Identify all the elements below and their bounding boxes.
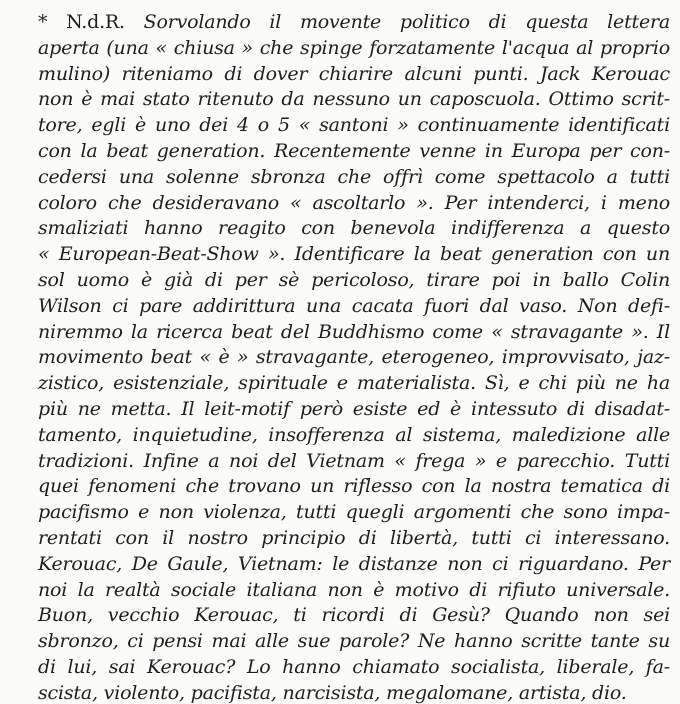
note-line-20: pacifismo e non violenza, tutti quegli argomenti che sono impa- [38, 501, 670, 524]
note-line-6: con la beat generation. Recentemente venne in Europa per con- [38, 139, 670, 162]
note-line-4: non è mai stato ritenuto da nessuno un caposcuola. Ottimo scrit- [38, 88, 670, 111]
note-line-27: scista, violento, pacifista, narcisista, megalomane, artista, dio. [38, 681, 627, 704]
note-line-15: zistico, esistenziale, spirituale e materialista. Sì, e chi più ne ha [38, 372, 670, 395]
note-line-19: quei fenomeni che trovano un riflesso con la nostra tematica di [38, 475, 670, 498]
editor-note [38, 10, 670, 704]
note-line-9: smaliziati hanno reagito con benevola indifferenza a questo [38, 217, 670, 240]
note-line-25: sbronzo, ci pensi mai alle sue parole? Ne hanno scritte tante su [38, 630, 670, 653]
note-line-2: aperta (una « chiusa » che spinge forzatamente l'acqua al proprio [38, 36, 670, 59]
note-line-3: mulino) riteniamo di dover chiarire alcuni punti. Jack Kerouac [38, 62, 670, 85]
note-line-5: tore, egli è uno dei 4 o 5 « santoni » continuamente identificati [38, 114, 670, 137]
note-line-18: tradizioni. Infine a noi del Vietnam « frega » e parecchio. Tutti [38, 449, 670, 472]
note-line-21: rentati con il nostro principio di libertà, tutti ci interessano. [38, 526, 670, 549]
note-line-1 [38, 10, 670, 36]
note-line-13: niremmo la ricerca beat del Buddhismo come « stravagante ». Il [38, 320, 670, 343]
note-line-24: Buon, vecchio Kerouac, ti ricordi di Gesù? Quando non sei [38, 604, 670, 627]
editor-note-marker: * N.d.R. [38, 11, 125, 33]
note-line-8: coloro che desideravano « ascoltarlo ». Per intenderci, i meno [38, 191, 670, 214]
note-line-17: tamento, inquietudine, insofferenza al sistema, maledizione alle [38, 423, 670, 446]
note-line-12: Wilson ci pare addirittura una cacata fuori dal vaso. Non defi- [38, 294, 670, 317]
note-line-10: « European-Beat-Show ». Identificare la beat generation con un [38, 243, 670, 266]
note-line-16: più ne metta. Il leit-motif però esiste ed è intessuto di disadat- [38, 397, 670, 420]
note-line-11: sol uomo è già di per sè pericoloso, tirare poi in ballo Colin [38, 268, 670, 291]
note-line-7: cedersi una solenne sbronza che offrì come spettacolo a tutti [38, 165, 670, 188]
note-line-23: noi la realtà sociale italiana non è motivo di rifiuto universale. [38, 578, 670, 601]
note-line-26: di lui, sai Kerouac? Lo hanno chiamato socialista, liberale, fa- [38, 655, 670, 678]
note-line-22: Kerouac, De Gaule, Vietnam: le distanze non ci riguardano. Per [38, 552, 670, 575]
note-line-1-text: Sorvolando il movente politico di questa lettera [143, 11, 671, 33]
note-line-14: movimento beat « è » stravagante, eterogeneo, improvvisato, jaz- [38, 346, 670, 369]
